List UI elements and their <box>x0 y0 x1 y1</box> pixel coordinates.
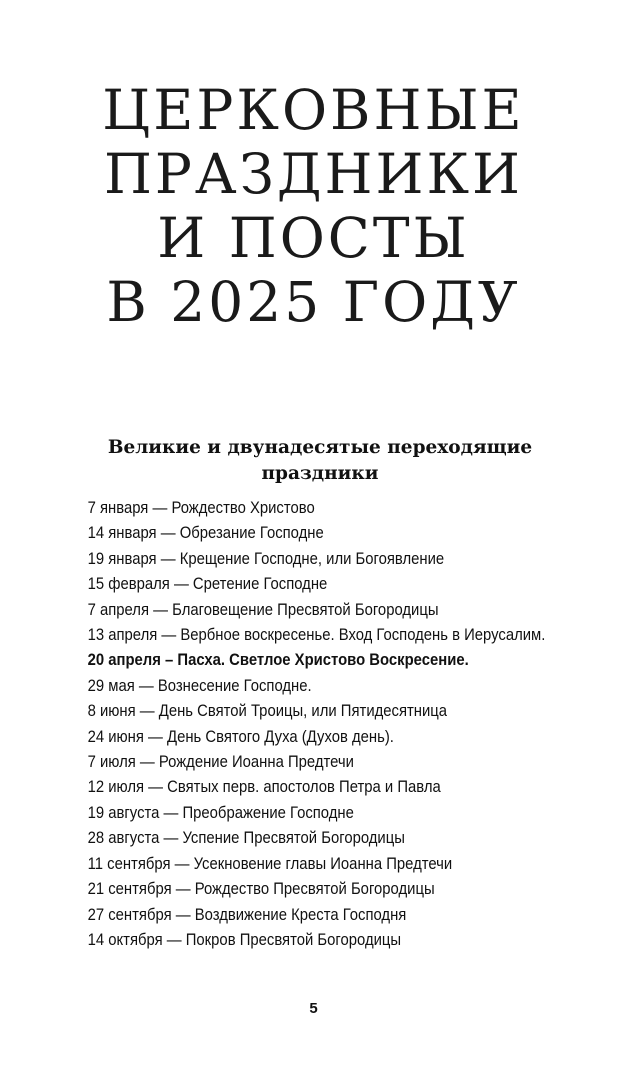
holiday-item: 8 июня — День Святой Троицы, или Пятидесятница <box>87 702 448 721</box>
holiday-item: 11 сентября — Усекновение главы Иоанна Предтечи <box>87 854 453 873</box>
page-number: 5 <box>309 1000 318 1017</box>
holiday-item: 19 января — Крещение Господне, или Богоявление <box>87 549 445 568</box>
holiday-item: 27 сентября — Воздвижение Креста Господня <box>87 905 407 924</box>
holiday-item: 29 мая — Вознесение Господне. <box>87 676 312 695</box>
holiday-item: 7 января — Рождество Христово <box>87 499 315 517</box>
holiday-item: 14 января — Обрезание Господне <box>87 524 324 543</box>
holiday-item: 21 сентября — Рождество Пресвятой Богородицы <box>87 880 435 899</box>
title-line: ЦЕРКОВНЫЕ <box>102 78 525 142</box>
section-heading-line: праздники <box>261 463 379 484</box>
title-line: В 2025 ГОДУ <box>106 270 521 334</box>
title-line: ПРАЗДНИКИ <box>103 142 524 206</box>
section-heading <box>60 435 580 487</box>
holiday-item: 12 июля — Святых перв. апостолов Петра и Павла <box>87 778 441 797</box>
holiday-item: 24 июня — День Святого Духа (Духов день). <box>87 727 394 746</box>
section-heading-line: Великие и двунадесятые переходящие <box>107 437 533 458</box>
holiday-item: 19 августа — Преображение Господне <box>87 803 354 822</box>
holiday-list <box>48 496 552 953</box>
holiday-item: 14 октября — Покров Пресвятой Богородицы <box>87 930 402 949</box>
holiday-item: 28 августа — Успение Пресвятой Богородицы <box>87 829 405 848</box>
page-title <box>0 78 627 334</box>
holiday-item: 7 июля — Рождение Иоанна Предтечи <box>87 753 354 772</box>
holiday-item: 13 апреля — Вербное воскресенье. Вход Господень в Иерусалим. <box>87 626 546 645</box>
holiday-item: 7 апреля — Благовещение Пресвятой Богородицы <box>87 600 439 619</box>
holiday-item: 15 февраля — Сретение Господне <box>87 575 328 594</box>
holiday-item-easter: 20 апреля – Пасха. Светлое Христово Воскресение. <box>87 651 469 670</box>
title-line: И ПОСТЫ <box>157 206 470 270</box>
